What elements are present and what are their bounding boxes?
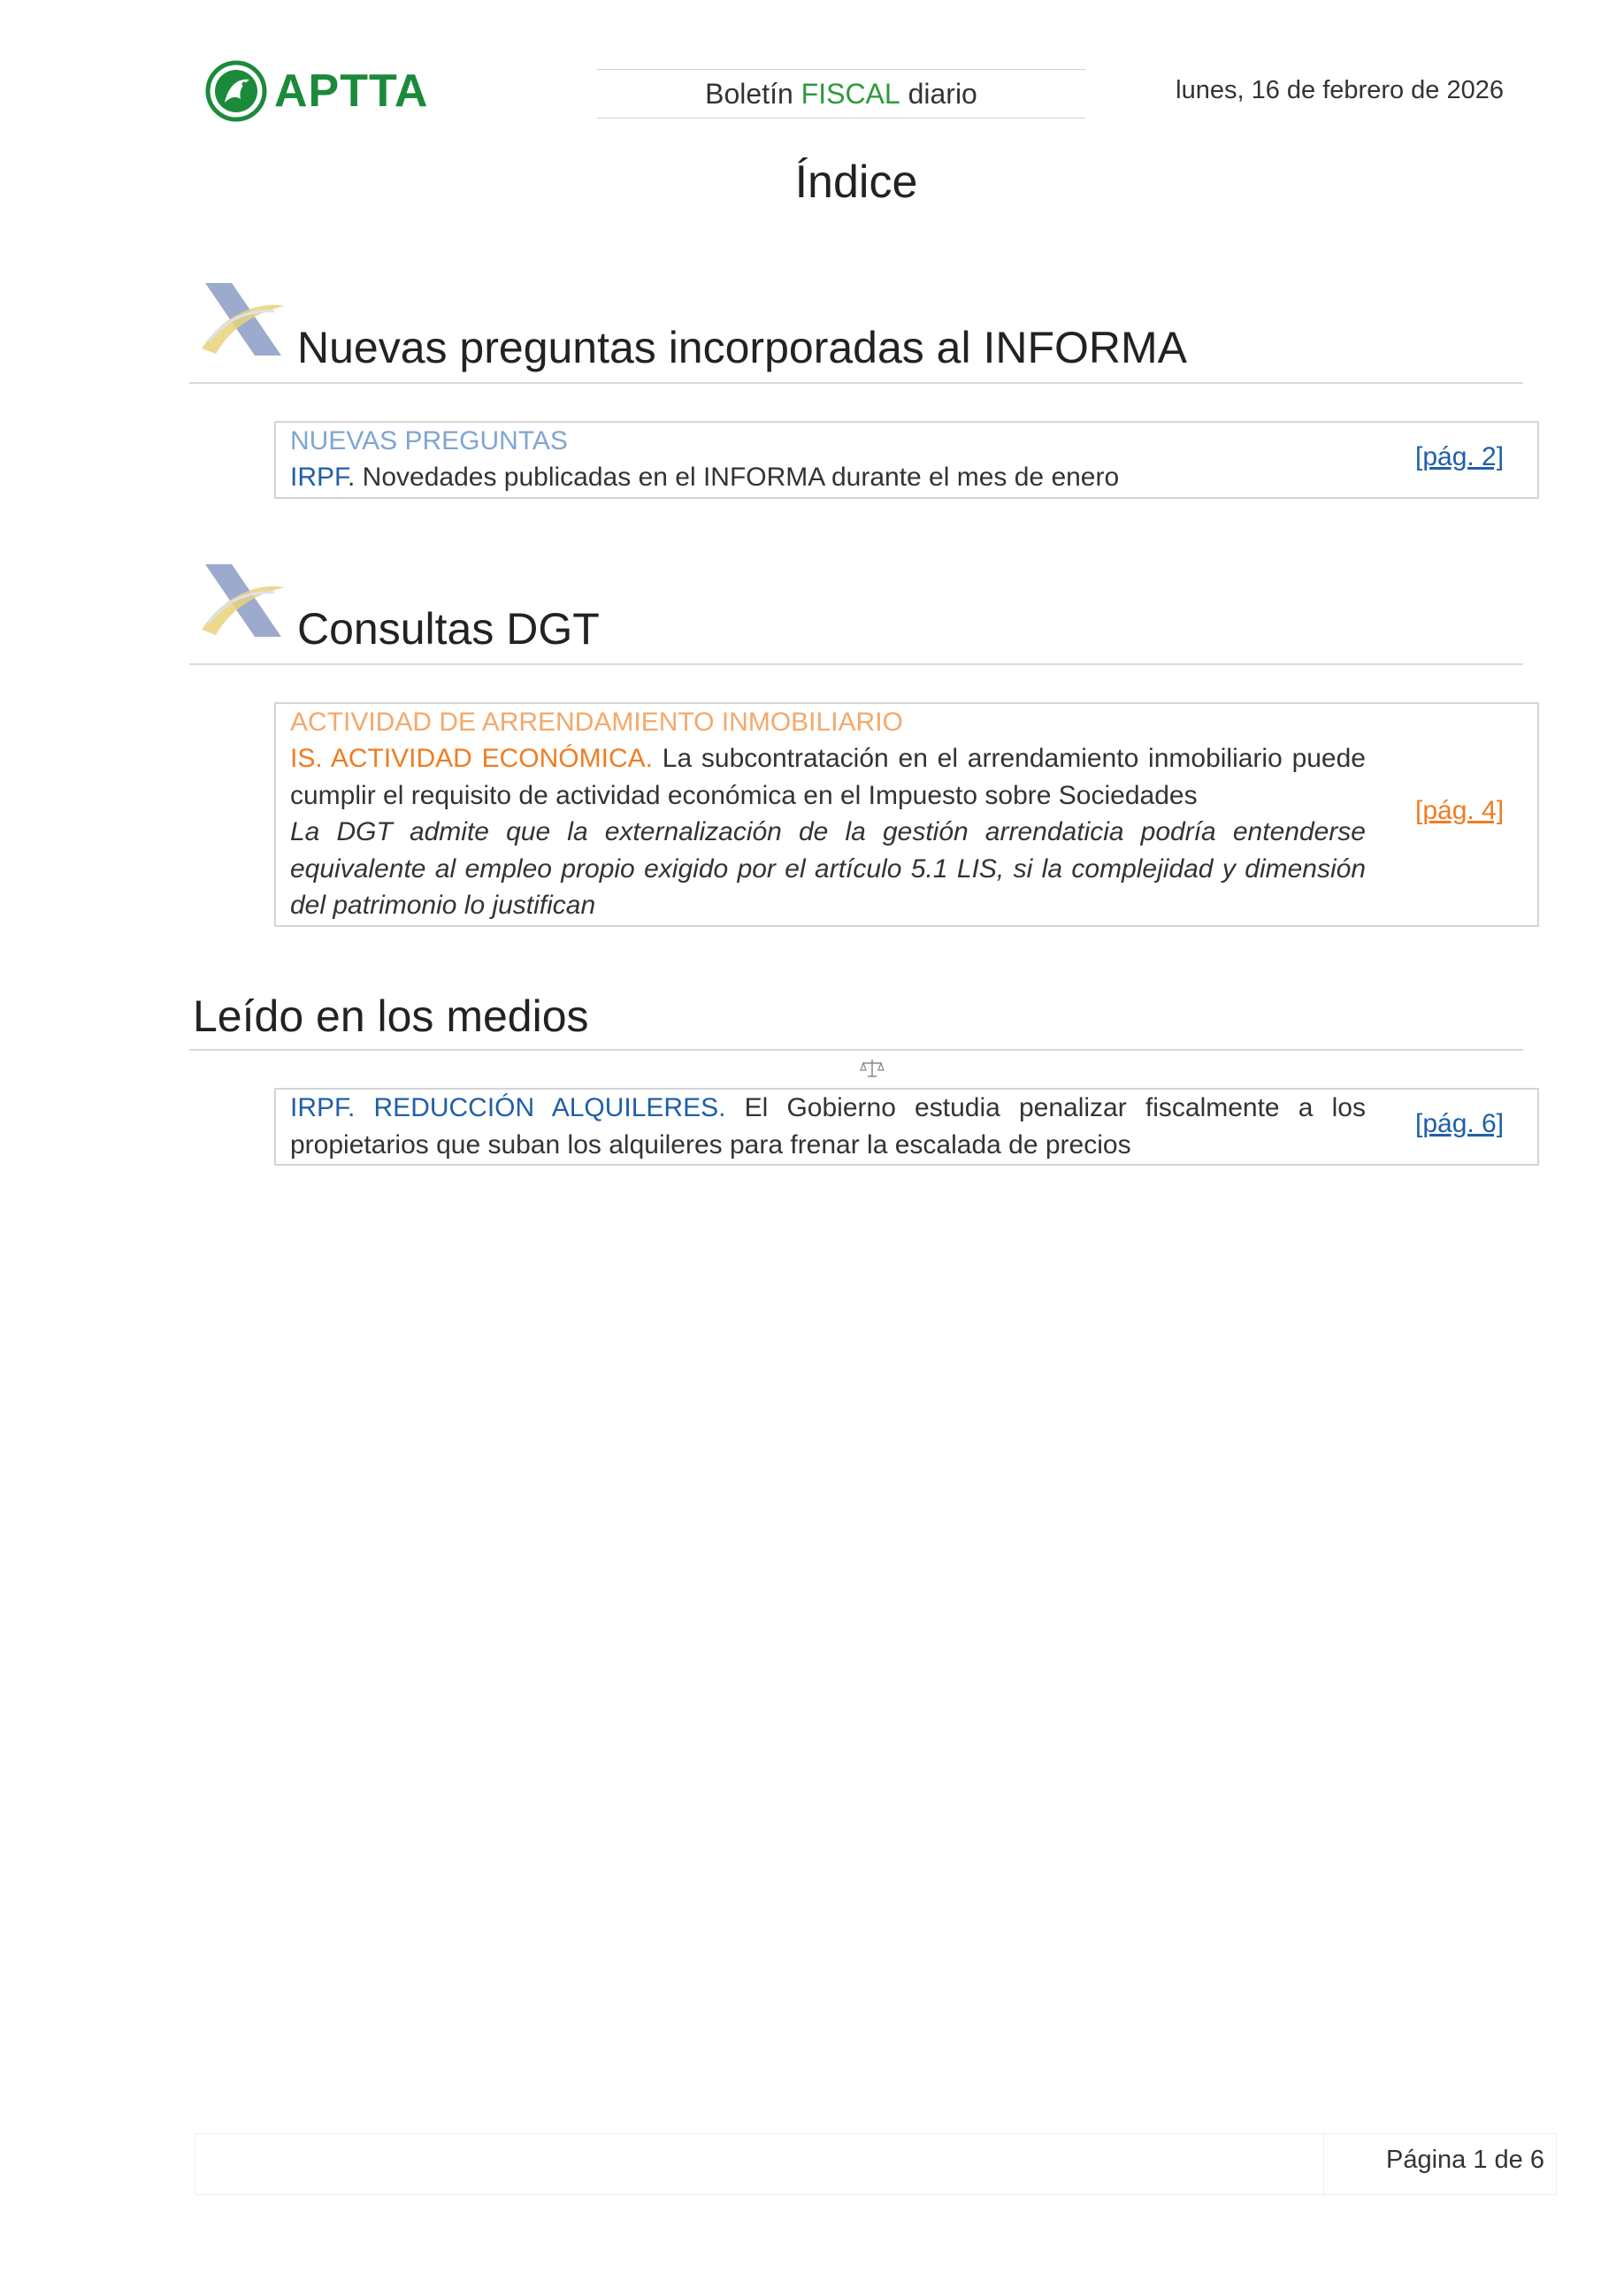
aptta-emblem-icon: [205, 60, 267, 122]
index-entry-box[interactable]: [274, 702, 1539, 927]
section-divider: [189, 663, 1523, 665]
section-heading-medios: Leído en los medios: [193, 991, 589, 1041]
page-link[interactable]: [pág. 6]: [1415, 1109, 1505, 1138]
entry-category: NUEVAS PREGUNTAS: [290, 426, 568, 455]
bulletin-title: [597, 69, 1085, 119]
logo-text: APTTA: [274, 65, 429, 117]
entry-text: El Gobierno estudia penalizar fiscalmente a los propietarios que suban los alquileres para frenar la escalada de precios: [290, 1093, 1366, 1159]
page-link[interactable]: [pág. 2]: [1415, 442, 1505, 471]
footer-divider: [1323, 2133, 1324, 2195]
entry-tag: IRPF. REDUCCIÓN ALQUILERES.: [290, 1093, 726, 1122]
aptta-logo: [205, 58, 453, 124]
bulletin-title-suffix: diario: [900, 77, 977, 110]
entry-description: [290, 740, 1366, 814]
section-heading-informa: Nuevas preguntas incorporadas al INFORMA: [297, 323, 1188, 372]
entry-tag: IRPF: [290, 463, 349, 492]
page-number: Página 1 de 6: [1386, 2146, 1544, 2174]
bulletin-date: lunes, 16 de febrero de 2026: [1176, 76, 1504, 104]
agencia-tributaria-icon: [196, 279, 288, 361]
entry-description: [290, 459, 1458, 496]
entry-text: . Novedades publicadas en el INFORMA durante el mes de enero: [348, 463, 1120, 492]
entry-tag: IS. ACTIVIDAD ECONÓMICA.: [290, 744, 653, 773]
bulletin-title-prefix: Boletín: [705, 77, 801, 110]
entry-summary: La DGT admite que la externalización de la gestión arrendaticia podría entenderse equivalente al empleo propio exigido por el artículo 5.1 LIS, si la complejidad y dimensión del patrimonio lo justifican: [290, 817, 1366, 920]
bulletin-title-fiscal: FISCAL: [801, 77, 900, 110]
section-heading-dgt: Consultas DGT: [297, 604, 600, 654]
index-entry-box[interactable]: [274, 421, 1539, 499]
agencia-tributaria-icon: [196, 561, 288, 642]
page-title: Índice: [794, 157, 918, 208]
entry-text: La subcontratación en el arrendamiento inmobiliario puede cumplir el requisito de actividad económica en el Impuesto sobre Sociedades: [290, 744, 1366, 810]
entry-category: ACTIVIDAD DE ARRENDAMIENTO INMOBILIARIO: [290, 708, 903, 737]
section-divider: [189, 382, 1523, 384]
scales-icon: [860, 1058, 885, 1079]
section-divider: [189, 1049, 1523, 1051]
entry-description: [290, 1090, 1366, 1163]
page-link[interactable]: [pág. 4]: [1415, 796, 1505, 825]
index-entry-box[interactable]: [274, 1088, 1539, 1166]
